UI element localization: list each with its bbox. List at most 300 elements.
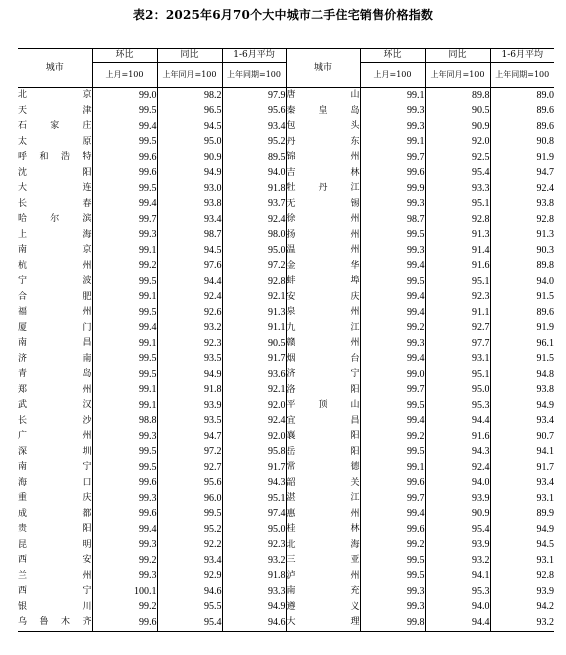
right-mom-cell: 99.5 [360, 445, 425, 461]
right-avg-cell: 93.2 [536, 616, 554, 628]
right-mom-cell: 99.3 [360, 197, 425, 213]
right-mom-cell: 99.2 [360, 429, 425, 445]
right-mom-cell: 99.1 [360, 88, 425, 104]
right-city-cell: 湛江 [286, 491, 360, 507]
left-avg-cell: 91.8 [222, 181, 286, 197]
right-yoy-cell: 97.7 [425, 336, 490, 352]
right-avg-cell: 91.9 [536, 322, 554, 334]
left-mom-cell: 99.3 [92, 538, 157, 554]
right-avg-cell: 90.8 [536, 136, 554, 148]
left-city-cell: 北京 [18, 88, 92, 104]
right-avg-cell: 89.6 [536, 120, 554, 132]
right-avg-cell: 94.0 [536, 275, 554, 287]
left-mom-cell: 99.5 [92, 352, 157, 368]
left-city-cell: 宁波 [18, 274, 92, 290]
left-avg-cell: 97.4 [222, 507, 286, 523]
right-yoy-cell: 94.1 [425, 569, 490, 585]
left-mom-cell: 99.1 [92, 243, 157, 259]
left-yoy-cell: 95.5 [157, 600, 222, 616]
left-avg-cell: 97.9 [222, 88, 286, 104]
right-avg-cell: 93.9 [536, 585, 554, 597]
right-mom-cell: 99.5 [360, 274, 425, 290]
right-mom-cell: 99.3 [360, 243, 425, 259]
right-city-cell: 北海 [286, 538, 360, 554]
left-avg-cell: 95.1 [222, 491, 286, 507]
left-city-cell: 天津 [18, 104, 92, 120]
left-city-cell: 厦门 [18, 321, 92, 337]
left-mom-cell: 99.5 [92, 460, 157, 476]
right-city-cell: 蚌埠 [286, 274, 360, 290]
right-city-cell: 无锡 [286, 197, 360, 213]
left-mom-cell: 99.4 [92, 119, 157, 135]
right-mom-cell: 99.5 [360, 569, 425, 585]
right-mom-cell: 99.7 [360, 150, 425, 166]
left-yoy-cell: 93.5 [157, 352, 222, 368]
price-index-table [18, 48, 554, 632]
right-yoy-cell: 95.3 [425, 584, 490, 600]
table-row [18, 352, 554, 368]
right-yoy-cell: 95.1 [425, 274, 490, 290]
table-row [18, 228, 554, 244]
right-avg-cell: 89.8 [536, 260, 554, 272]
right-city-cell: 平顶山 [286, 398, 360, 414]
left-mom-cell: 99.3 [92, 228, 157, 244]
mom-base-header: 上月=100 [360, 63, 425, 88]
left-city-cell: 南昌 [18, 336, 92, 352]
right-yoy-cell: 93.2 [425, 553, 490, 569]
right-city-cell: 洛阳 [286, 383, 360, 399]
left-avg-cell: 93.2 [222, 553, 286, 569]
table-row [18, 166, 554, 182]
right-yoy-cell: 94.0 [425, 600, 490, 616]
table-row [18, 243, 554, 259]
right-mom-cell: 99.6 [360, 166, 425, 182]
left-city-cell: 武汉 [18, 398, 92, 414]
right-yoy-cell: 93.9 [425, 538, 490, 554]
right-yoy-cell: 93.3 [425, 181, 490, 197]
table-row [18, 507, 554, 523]
right-city-cell: 襄阳 [286, 429, 360, 445]
right-mom-cell: 99.7 [360, 491, 425, 507]
left-city-cell: 银川 [18, 600, 92, 616]
left-yoy-cell: 93.5 [157, 414, 222, 430]
left-yoy-cell: 94.6 [157, 584, 222, 600]
right-mom-cell: 99.7 [360, 383, 425, 399]
left-mom-cell: 99.4 [92, 197, 157, 213]
avg-base-header: 上年同期=100 [222, 63, 286, 88]
right-city-cell: 秦皇岛 [286, 104, 360, 120]
left-mom-cell: 99.3 [92, 569, 157, 585]
right-avg-cell: 89.6 [536, 105, 554, 117]
mom-header: 环比 [360, 49, 425, 63]
right-city-cell: 吉林 [286, 166, 360, 182]
right-avg-cell: 91.7 [536, 461, 554, 473]
right-mom-cell: 99.3 [360, 104, 425, 120]
right-city-cell: 三亚 [286, 553, 360, 569]
left-yoy-cell: 94.4 [157, 274, 222, 290]
table-row [18, 460, 554, 476]
left-yoy-cell: 92.9 [157, 569, 222, 585]
left-mom-cell: 99.6 [92, 476, 157, 492]
right-avg-cell: 93.4 [536, 477, 554, 489]
right-yoy-cell: 94.0 [425, 476, 490, 492]
left-avg-cell: 95.6 [222, 104, 286, 120]
right-city-cell: 扬州 [286, 228, 360, 244]
left-mom-cell: 99.2 [92, 600, 157, 616]
left-avg-cell: 97.2 [222, 259, 286, 275]
left-yoy-cell: 94.9 [157, 367, 222, 383]
right-mom-cell: 99.3 [360, 600, 425, 616]
right-yoy-cell: 95.4 [425, 166, 490, 182]
left-yoy-cell: 99.5 [157, 507, 222, 523]
right-city-cell: 南充 [286, 584, 360, 600]
left-city-cell: 深圳 [18, 445, 92, 461]
right-mom-cell: 99.2 [360, 321, 425, 337]
right-city-cell: 惠州 [286, 507, 360, 523]
right-city-cell: 丹东 [286, 135, 360, 151]
left-avg-cell: 91.7 [222, 460, 286, 476]
table-row [18, 491, 554, 507]
left-yoy-cell: 92.2 [157, 538, 222, 554]
avg-header: 1-6月平均 [222, 49, 286, 63]
left-yoy-cell: 95.6 [157, 476, 222, 492]
right-mom-cell: 98.7 [360, 212, 425, 228]
right-mom-cell: 99.3 [360, 584, 425, 600]
left-mom-cell: 99.2 [92, 553, 157, 569]
left-avg-cell: 89.5 [222, 150, 286, 166]
table-row [18, 321, 554, 337]
right-mom-cell: 99.6 [360, 522, 425, 538]
right-avg-cell: 96.1 [536, 337, 554, 349]
left-city-cell: 沈阳 [18, 166, 92, 182]
table-row [18, 538, 554, 554]
table-row [18, 445, 554, 461]
right-mom-cell: 99.4 [360, 414, 425, 430]
left-mom-cell: 99.5 [92, 305, 157, 321]
left-city-cell: 石家庄 [18, 119, 92, 135]
left-avg-cell: 94.0 [222, 166, 286, 182]
left-city-cell: 广州 [18, 429, 92, 445]
left-avg-cell: 95.0 [222, 243, 286, 259]
left-yoy-cell: 94.7 [157, 429, 222, 445]
left-avg-cell: 91.7 [222, 352, 286, 368]
left-city-cell: 贵阳 [18, 522, 92, 538]
left-city-cell: 乌鲁木齐 [18, 615, 92, 631]
left-city-cell: 南宁 [18, 460, 92, 476]
left-yoy-cell: 95.2 [157, 522, 222, 538]
table-row [18, 135, 554, 151]
right-mom-cell: 99.4 [360, 352, 425, 368]
right-city-cell: 泉州 [286, 305, 360, 321]
yoy-base-header: 上年同月=100 [425, 63, 490, 88]
right-yoy-cell: 91.6 [425, 259, 490, 275]
right-mom-cell: 99.1 [360, 135, 425, 151]
table-row [18, 290, 554, 306]
left-yoy-cell: 96.5 [157, 104, 222, 120]
right-yoy-cell: 92.5 [425, 150, 490, 166]
right-yoy-cell: 94.4 [425, 414, 490, 430]
table-row [18, 429, 554, 445]
right-yoy-cell: 95.1 [425, 367, 490, 383]
right-avg-cell: 89.6 [536, 306, 554, 318]
left-avg-cell: 94.9 [222, 600, 286, 616]
left-city-cell: 济南 [18, 352, 92, 368]
right-avg-cell: 89.9 [536, 508, 554, 520]
left-avg-cell: 95.8 [222, 445, 286, 461]
right-yoy-cell: 90.9 [425, 507, 490, 523]
table-row [18, 584, 554, 600]
table-row [18, 522, 554, 538]
left-mom-cell: 99.4 [92, 321, 157, 337]
table-row [18, 367, 554, 383]
right-avg-cell: 92.4 [536, 182, 554, 194]
left-city-cell: 长沙 [18, 414, 92, 430]
left-yoy-cell: 95.4 [157, 615, 222, 631]
left-avg-cell: 93.6 [222, 367, 286, 383]
right-mom-cell: 99.5 [360, 398, 425, 414]
right-mom-cell: 99.3 [360, 336, 425, 352]
left-yoy-cell: 98.2 [157, 88, 222, 104]
right-yoy-cell: 90.9 [425, 119, 490, 135]
left-avg-cell: 92.4 [222, 414, 286, 430]
left-mom-cell: 99.6 [92, 615, 157, 631]
mom-header: 环比 [92, 49, 157, 63]
table-row [18, 336, 554, 352]
right-yoy-cell: 94.4 [425, 615, 490, 631]
right-avg-cell: 94.9 [536, 399, 554, 411]
left-yoy-cell: 97.2 [157, 445, 222, 461]
right-city-cell: 九江 [286, 321, 360, 337]
right-avg-cell: 93.1 [536, 492, 554, 504]
right-yoy-cell: 91.6 [425, 429, 490, 445]
left-yoy-cell: 90.9 [157, 150, 222, 166]
left-city-cell: 西安 [18, 553, 92, 569]
right-city-cell: 徐州 [286, 212, 360, 228]
left-mom-cell: 99.1 [92, 398, 157, 414]
left-avg-cell: 92.0 [222, 398, 286, 414]
right-yoy-cell: 91.3 [425, 228, 490, 244]
right-mom-cell: 99.8 [360, 615, 425, 631]
right-mom-cell: 99.0 [360, 367, 425, 383]
right-city-cell: 遵义 [286, 600, 360, 616]
left-city-cell: 郑州 [18, 383, 92, 399]
right-avg-cell: 91.9 [536, 151, 554, 163]
left-avg-cell: 92.0 [222, 429, 286, 445]
left-avg-cell: 98.0 [222, 228, 286, 244]
left-yoy-cell: 94.5 [157, 243, 222, 259]
right-mom-cell: 99.4 [360, 305, 425, 321]
left-avg-cell: 91.3 [222, 305, 286, 321]
left-yoy-cell: 95.0 [157, 135, 222, 151]
left-mom-cell: 99.5 [92, 104, 157, 120]
table-row [18, 197, 554, 213]
right-yoy-cell: 92.7 [425, 321, 490, 337]
left-city-cell: 重庆 [18, 491, 92, 507]
left-avg-cell: 94.6 [222, 615, 286, 631]
table-row [18, 414, 554, 430]
right-yoy-cell: 95.0 [425, 383, 490, 399]
table-row [18, 569, 554, 585]
left-avg-cell: 92.1 [222, 383, 286, 399]
right-avg-cell: 91.5 [536, 353, 554, 365]
left-city-cell: 上海 [18, 228, 92, 244]
right-avg-cell: 94.8 [536, 368, 554, 380]
right-mom-cell: 99.1 [360, 460, 425, 476]
right-yoy-cell: 92.0 [425, 135, 490, 151]
right-mom-cell: 99.4 [360, 290, 425, 306]
left-mom-cell: 99.5 [92, 445, 157, 461]
avg-header: 1-6月平均 [490, 49, 554, 63]
left-mom-cell: 99.6 [92, 150, 157, 166]
mom-base-header: 上月=100 [92, 63, 157, 88]
left-yoy-cell: 92.4 [157, 290, 222, 306]
left-avg-cell: 92.8 [222, 274, 286, 290]
left-yoy-cell: 98.7 [157, 228, 222, 244]
table-row [18, 259, 554, 275]
yoy-base-header: 上年同月=100 [157, 63, 222, 88]
right-avg-cell: 94.7 [536, 167, 554, 179]
right-yoy-cell: 92.4 [425, 460, 490, 476]
right-mom-cell: 99.2 [360, 538, 425, 554]
right-avg-cell: 93.8 [536, 198, 554, 210]
right-mom-cell: 99.4 [360, 259, 425, 275]
left-avg-cell: 91.8 [222, 569, 286, 585]
left-avg-cell: 95.2 [222, 135, 286, 151]
left-yoy-cell: 93.9 [157, 398, 222, 414]
left-mom-cell: 100.1 [92, 584, 157, 600]
right-mom-cell: 99.5 [360, 228, 425, 244]
left-city-cell: 杭州 [18, 259, 92, 275]
left-city-cell: 合肥 [18, 290, 92, 306]
left-avg-cell: 90.5 [222, 336, 286, 352]
right-yoy-cell: 95.1 [425, 197, 490, 213]
table-row [18, 274, 554, 290]
left-avg-cell: 93.4 [222, 119, 286, 135]
right-city-cell: 泸州 [286, 569, 360, 585]
left-city-cell: 南京 [18, 243, 92, 259]
left-city-cell: 呼和浩特 [18, 150, 92, 166]
right-city-cell: 赣州 [286, 336, 360, 352]
right-city-cell: 韶关 [286, 476, 360, 492]
table-row [18, 104, 554, 120]
left-mom-cell: 99.6 [92, 166, 157, 182]
right-avg-cell: 93.8 [536, 384, 554, 396]
left-yoy-cell: 96.0 [157, 491, 222, 507]
table-row [18, 398, 554, 414]
left-avg-cell: 95.0 [222, 522, 286, 538]
left-mom-cell: 99.7 [92, 212, 157, 228]
left-mom-cell: 99.6 [92, 507, 157, 523]
right-avg-cell: 92.8 [536, 213, 554, 225]
right-city-cell: 常德 [286, 460, 360, 476]
left-mom-cell: 99.5 [92, 274, 157, 290]
left-mom-cell: 99.2 [92, 259, 157, 275]
right-city-cell: 金华 [286, 259, 360, 275]
right-avg-cell: 91.5 [536, 291, 554, 303]
left-mom-cell: 99.1 [92, 383, 157, 399]
left-city-cell: 西宁 [18, 584, 92, 600]
right-mom-cell: 99.9 [360, 181, 425, 197]
yoy-header: 同比 [425, 49, 490, 63]
left-city-cell: 福州 [18, 305, 92, 321]
table-row [18, 181, 554, 197]
table-row [18, 615, 554, 631]
table-row [18, 600, 554, 616]
left-avg-cell: 93.7 [222, 197, 286, 213]
right-city-cell: 岳阳 [286, 445, 360, 461]
left-city-cell: 太原 [18, 135, 92, 151]
right-mom-cell: 99.6 [360, 476, 425, 492]
left-city-cell: 成都 [18, 507, 92, 523]
table-row [18, 305, 554, 321]
left-city-cell: 海口 [18, 476, 92, 492]
left-mom-cell: 99.1 [92, 290, 157, 306]
table-row [18, 383, 554, 399]
right-city-cell: 锦州 [286, 150, 360, 166]
avg-base-header: 上年同期=100 [490, 63, 554, 88]
right-city-cell: 温州 [286, 243, 360, 259]
right-yoy-cell: 93.9 [425, 491, 490, 507]
left-city-cell: 哈尔滨 [18, 212, 92, 228]
table-body [18, 88, 554, 632]
right-city-cell: 桂林 [286, 522, 360, 538]
left-mom-cell: 99.3 [92, 491, 157, 507]
right-mom-cell: 99.5 [360, 553, 425, 569]
right-yoy-cell: 95.4 [425, 522, 490, 538]
left-city-cell: 青岛 [18, 367, 92, 383]
left-avg-cell: 94.3 [222, 476, 286, 492]
table-row [18, 553, 554, 569]
city-header: 城市 [18, 49, 92, 88]
left-mom-cell: 99.3 [92, 429, 157, 445]
right-mom-cell: 99.3 [360, 119, 425, 135]
left-yoy-cell: 97.6 [157, 259, 222, 275]
left-mom-cell: 99.5 [92, 135, 157, 151]
left-avg-cell: 92.3 [222, 538, 286, 554]
right-avg-cell: 89.0 [536, 89, 554, 101]
right-yoy-cell: 93.1 [425, 352, 490, 368]
left-city-cell: 大连 [18, 181, 92, 197]
table-row [18, 119, 554, 135]
right-avg-cell: 90.3 [536, 244, 554, 256]
right-avg-cell: 93.1 [536, 554, 554, 566]
table-title: 表2：2025年6月70个大中城市二手住宅销售价格指数 [132, 8, 434, 22]
right-city-cell: 牡丹江 [286, 181, 360, 197]
left-mom-cell: 99.5 [92, 367, 157, 383]
left-yoy-cell: 93.0 [157, 181, 222, 197]
right-city-cell: 烟台 [286, 352, 360, 368]
right-avg-cell: 93.4 [536, 415, 554, 427]
right-avg-cell: 94.1 [536, 446, 554, 458]
left-yoy-cell: 93.2 [157, 321, 222, 337]
city-header: 城市 [286, 49, 360, 88]
right-yoy-cell: 92.3 [425, 290, 490, 306]
right-city-cell: 大理 [286, 615, 360, 631]
right-city-cell: 济宁 [286, 367, 360, 383]
yoy-header: 同比 [157, 49, 222, 63]
table-row [18, 476, 554, 492]
table-row [18, 88, 554, 104]
table-row [18, 212, 554, 228]
left-city-cell: 昆明 [18, 538, 92, 554]
left-yoy-cell: 94.9 [157, 166, 222, 182]
right-yoy-cell: 91.4 [425, 243, 490, 259]
left-yoy-cell: 91.8 [157, 383, 222, 399]
left-city-cell: 兰州 [18, 569, 92, 585]
left-mom-cell: 98.8 [92, 414, 157, 430]
left-mom-cell: 99.4 [92, 522, 157, 538]
left-yoy-cell: 92.6 [157, 305, 222, 321]
